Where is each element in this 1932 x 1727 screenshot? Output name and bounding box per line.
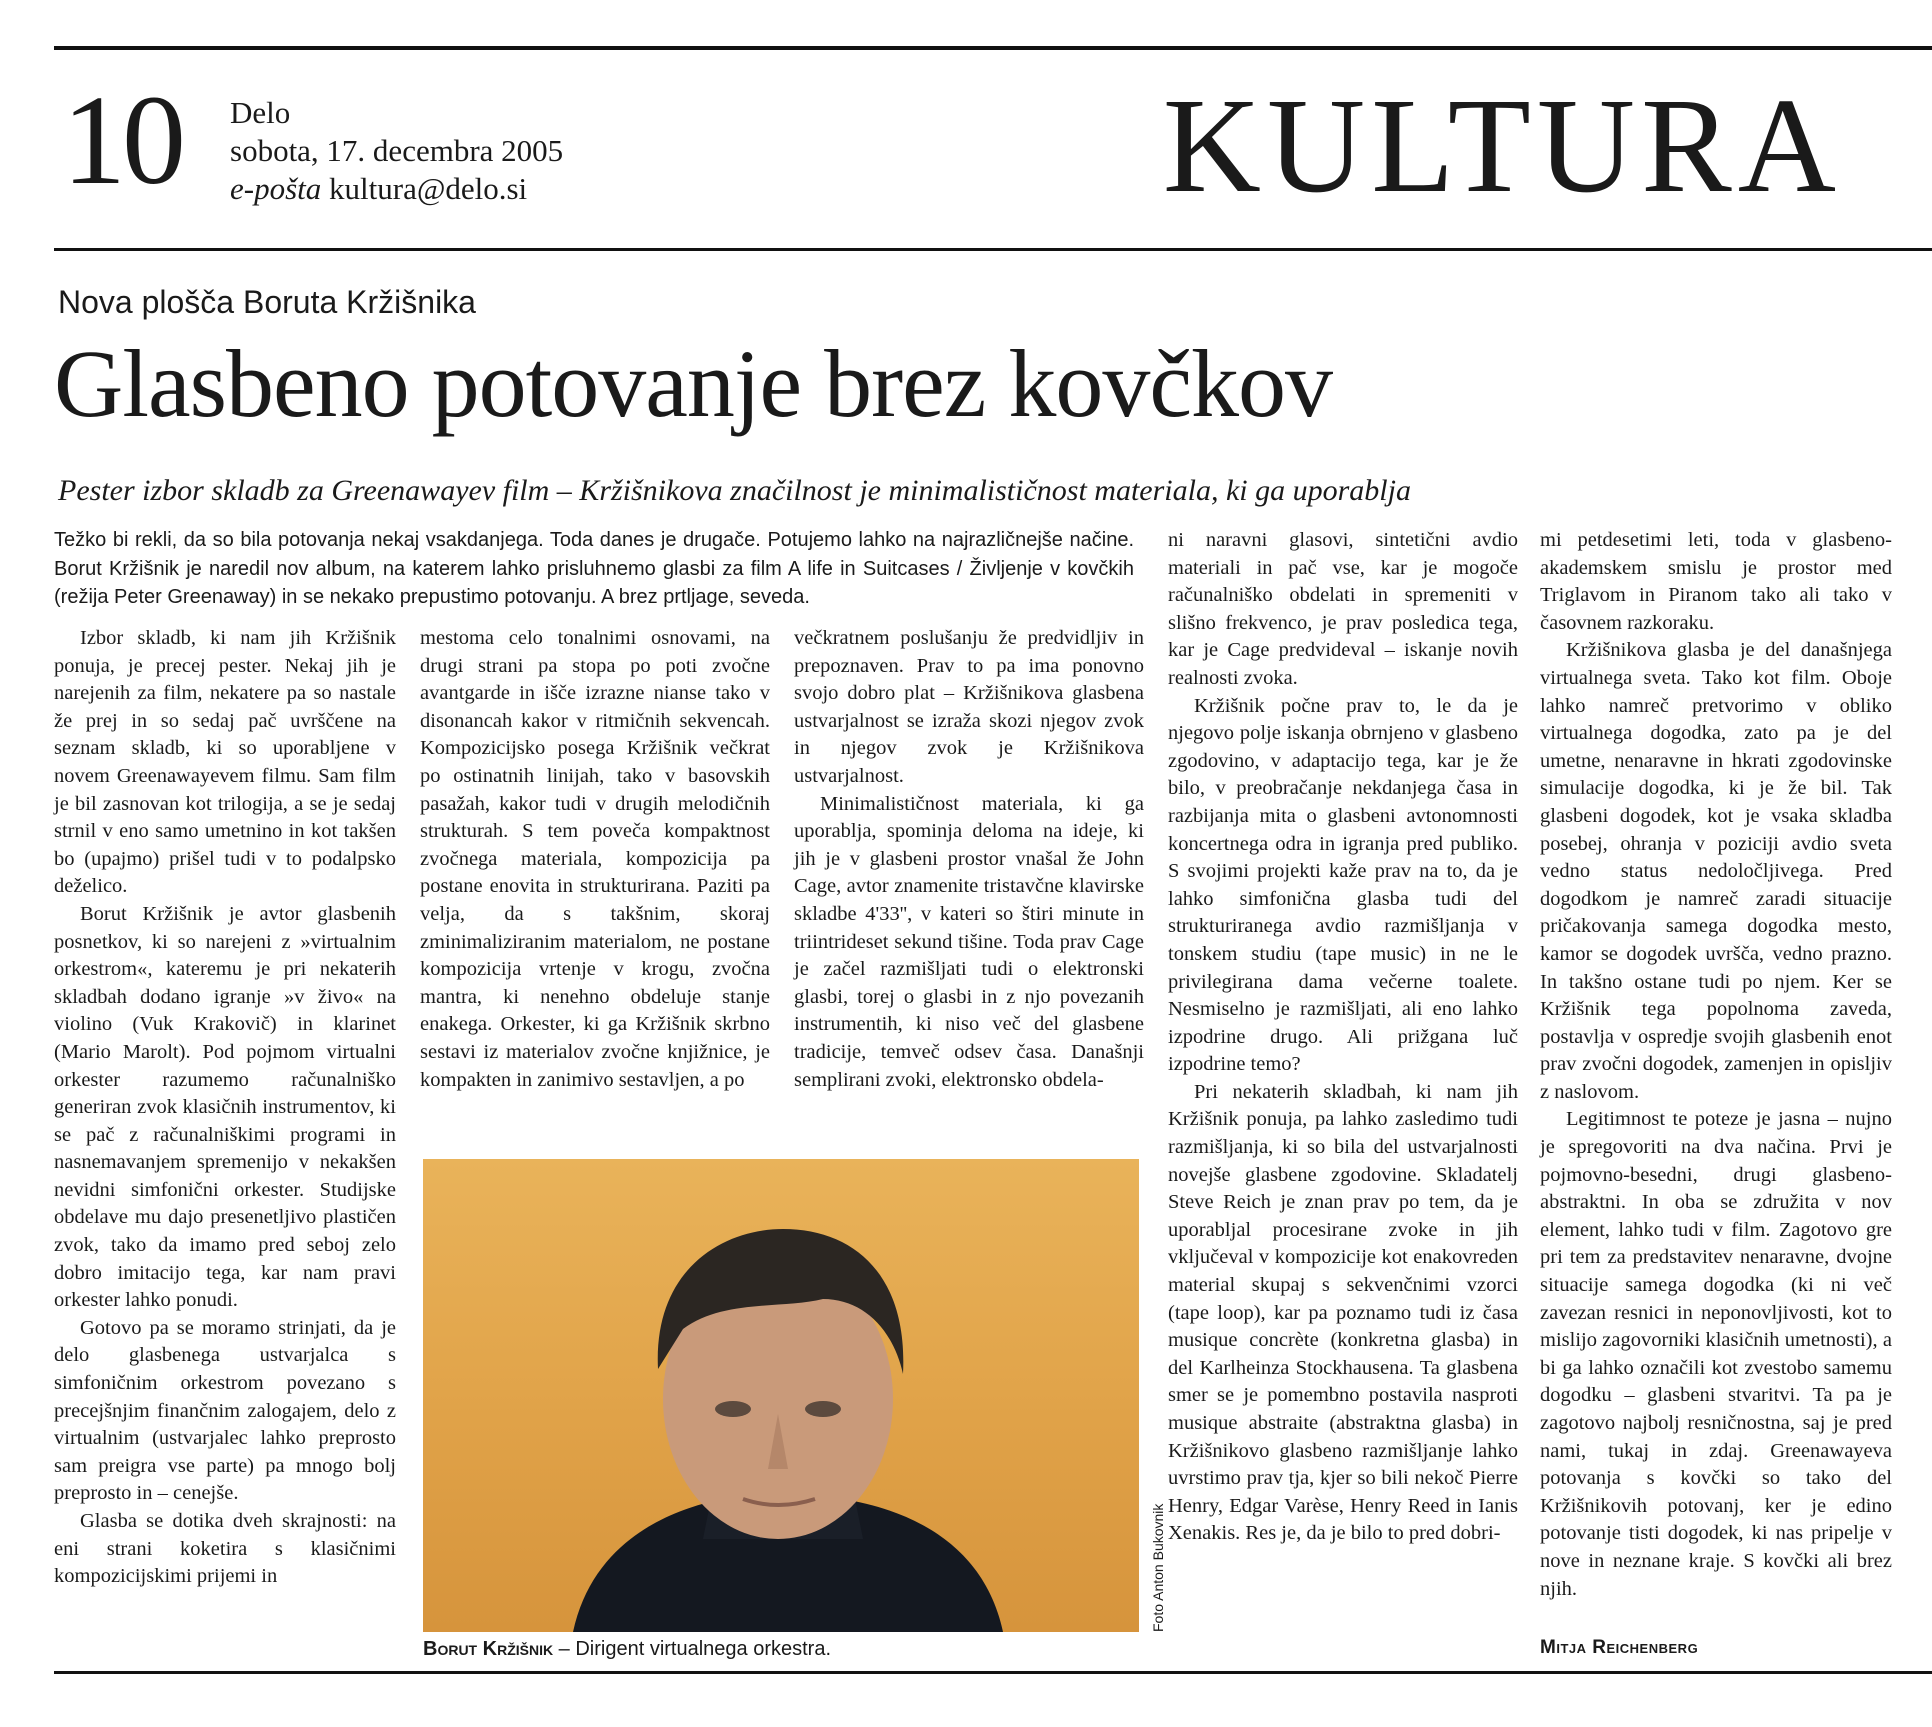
paragraph: večkratnem poslušanju že predvidljiv in prepoznaven. Prav to pa ima ponovno svojo dobro plat – Kržišnikova glasbena ustvarjalnost se izraža skozi njegov zvok in njegov zvok je Kržišnikova ustvarjalnost.	[794, 627, 1144, 787]
column-2	[420, 625, 770, 1145]
column-1	[54, 625, 396, 1655]
paper-name: Delo	[230, 95, 291, 130]
portrait-photo	[423, 1159, 1139, 1632]
portrait-illustration	[423, 1159, 1139, 1632]
subheadline: Pester izbor skladb za Greenawayev film – Kržišnikova značilnost je minimalističnost materiala, ki ga uporablja	[58, 474, 1411, 507]
column-5	[1540, 527, 1892, 1655]
email-label: e-pošta	[230, 171, 322, 206]
paragraph: Borut Kržišnik je avtor glasbenih posnetkov, ki so narejeni z »virtualnim orkestrom«, kateremu je pri nekaterih skladbah dodano igranje »v živo« na violino (Vuk Krakovič) in klarinet (Mario Marolt). Pod pojmom virtualni orkester razumemo računalniško generiran zvok klasičnih instrumentov, ki se pač z računalniškimi programi in nasnemavanjem spremenijo v nekakšen nevidni simfonični orkester. Studijske obdelave mu dajo presenetljivo plastičen zvok, tako da imamo pred seboj zelo dobro imitacijo tega, kar nam pravi orkester lahko ponudi.	[54, 902, 396, 1312]
paragraph: Minimalističnost materiala, ki ga uporablja, spominja deloma na ideje, ki jih je v glasbeni prostor vnašal že John Cage, avtor znamenite tristavčne klavirske skladbe 4'33'', v kateri so štiri minute in triintrideset sekund tišine. Toda prav Cage je začel razmišljati tudi o elektronski glasbi, torej o glasbi in z njo povezanih instrumentih, ki niso več del glasbene tradicije, temveč odsev časa. Današnji semplirani zvoki, elektronsko obdela-	[794, 792, 1144, 1091]
paragraph: mestoma celo tonalnimi osnovami, na drugi strani pa stopa po poti zvočne avantgarde in išče izrazne nianse tako v disonancah kakor v ritmičnih sekvencah. Kompozicijsko posega Kržišnik večkrat po ostinatnih linijah, tako v basovskih pasažah, kakor tudi v drugih melodičnih strukturah. S tem poveča kompaktnost zvočnega materiala, kompozicija pa postane enovita in strukturirana. Paziti pa velja, da s takšnim, skoraj zminimaliziranim materialom, ne postane kompozicija vrtenje v krogu, zvočna mantra, ki nenehno obdeluje stanje enakega. Orkester, ki ga Kržišnik skrbno sestavi iz materialov zvočne knjižnice, je kompakten in zanimivo sestavljen, a po	[420, 627, 770, 1091]
paragraph: mi petdesetimi leti, toda v glasbeno-akademskem smislu je prostor med Triglavom in Piranom tako ali tako v časovnem razkoraku.	[1540, 529, 1892, 634]
caption-text: – Dirigent virtualnega orkestra.	[553, 1638, 832, 1660]
headline: Glasbeno potovanje brez kovčkov	[54, 330, 1332, 437]
section-title: KULTURA	[1162, 71, 1842, 221]
page-number: 10	[62, 69, 182, 211]
issue-date: sobota, 17. decembra 2005	[230, 133, 564, 168]
masthead-meta	[230, 94, 563, 208]
paragraph: Kržišnik počne prav to, le da je njegovo polje iskanja obrnjeno v glasbeno zgodovino, v adaptacijo tega, kar je že bilo, v preobračanje nekdanjega časa in razbijanja mita o glasbeni avtonomnosti koncertnega odra in igranja pred publiko. S svojimi projekti kaže prav na to, da je lahko simfonična glasba tudi del strukturiranega avdio razmišljanja v tonskem studiu (tape music) in ne le privilegirana dama večerne toalete. Nesmiselno je razmišljati, ali eno lahko izpodrine drugo. Ali prižgana luč izpodrine temo?	[1168, 694, 1518, 1076]
paragraph: Kržišnikova glasba je del današnjega virtualnega sveta. Tako kot film. Oboje lahko namreč pretvorimo v obliko virtualnega dogodka, zato pa je del umetne, nenaravne in hkrati zgodovinske simulacije dogodka, ki je že bil. Tak glasbeni dogodek, kot je vsaka skladba posebej, ohranja v poziciji avdio sveta vedno status nedoločljivega. Pred dogodkom je namreč zaradi situacije pričakovanja samega dogodka mesto, kamor se dogodek uvršča, vedno prazno. In takšno ostane tudi po njem. Ker se Kržišnik tega popolnoma zaveda, postavlja v ospredje svojih glasbenih enot prav zvočni dogodek, zamenjen in opisljiv z naslovom.	[1540, 639, 1892, 1103]
paragraph: ni naravni glasovi, sintetični avdio materiali in pač vse, kar je mogoče računalniško obdelati in spremeniti v slišno frekvenco, je prav posledica tega, kar je Cage predvideval – iskanje novih realnosti zvoka.	[1168, 529, 1518, 689]
paragraph: Pri nekaterih skladbah, ki nam jih Kržišnik ponuja, pa lahko zasledimo tudi razmišljanja, ki so bila del ustvarjalnosti novejše glasbene zgodovine. Skladatelj Steve Reich je znan prav po tem, da je uporabljal procesirane zvoke in jih vključeval v kompozicije kot enakovreden material skupaj s sekvenčnimi vzorci (tape loop), kar pa poznamo tudi iz časa musique concrète (konkretna glasba) in del Karlheinza Stockhausena. Ta glasbena smer se je pomembno postavila nasproti musique abstraite (abstraktna glasba) in Kržišnikovo glasbeno razmišljanje lahko uvrstimo prav tja, kjer so bili nekoč Pierre Henry, Edgar Varèse, Henry Reed in Ianis Xenakis. Res je, da je bilo to pred dobri-	[1168, 1080, 1518, 1545]
paragraph: Glasba se dotika dveh skrajnosti: na eni strani koketira s klasičnimi kompozicijskimi prijemi in	[54, 1510, 396, 1588]
photo-credit: Foto Anton Bukovnik	[1150, 1503, 1166, 1632]
email-line	[230, 170, 563, 208]
top-rule	[54, 46, 1932, 50]
bottom-rule	[54, 1671, 1932, 1674]
column-4	[1168, 527, 1518, 1655]
caption-name: Borut Kržišnik	[423, 1638, 554, 1660]
paragraph: Legitimnost te poteze je jasna – nujno je spregovoriti na dva načina. Prvi je pojmovno-besedni, drugi glasbeno-abstraktni. In oba se združita v nov element, lahko tudi v film. Zagotovo gre pri tem za predstavitev nenaravne, dvojne situacije samega dogodka (ki ni več zavezan resnici in neponovljivosti, kot to mislijo zagovorniki klasičnih umetnosti), a bi ga lahko označili kot zvestobo samemu dogodku – glasbeni stvaritvi. Ta pa je zagotovo najbolj resničnostna, saj je pred nami, tukaj in zdaj. Greenawayeva potovanja s kovčki so tako del Kržišnikovih potovanj, ker je edino potovanje tisti dogodek, ki nas pripelje v nove in neznane kraje. S kovčki ali brez njih.	[1540, 1108, 1892, 1600]
email-address[interactable]: kultura@delo.si	[329, 171, 528, 206]
photo-caption	[423, 1638, 831, 1661]
column-3	[794, 625, 1144, 1145]
kicker: Nova plošča Boruta Kržišnika	[58, 284, 476, 320]
header-rule	[54, 248, 1932, 251]
paragraph: Gotovo pa se moramo strinjati, da je delo glasbenega ustvarjalca s simfoničnim orkestrom povezano s precejšnjim finančnim zalogajem, delo z virtualnim (ustvarjalec lahko preprosto sam preigra vse parte) pa mnogo bolj preprosto in – cenejše.	[54, 1316, 396, 1505]
lead-paragraph: Težko bi rekli, da so bila potovanja nekaj vsakdanjega. Toda danes je drugače. Potujemo lahko na najrazličnejše načine. Borut Kržišnik je naredil nov album, na katerem lahko prisluhnemo glasbi za film A life in Suitcases / Življenje v kovčkih (režija Peter Greenaway) in se nekako prepustimo potovanju. A brez prtljage, seveda.	[54, 529, 1134, 608]
author-byline: Mitja Reichenberg	[1540, 1637, 1699, 1658]
paragraph: Izbor skladb, ki nam jih Kržišnik ponuja, je precej pester. Nekaj jih je narejenih za film, nekatere pa so nastale že prej in so sedaj pač uvrščene na seznam skladb, ki so uporabljene v novem Greenawayevem filmu. Sam film je bil zasnovan kot trilogija, a se je sedaj strnil v eno samo umetnino in kot takšen bo (upajmo) prišel tudi v to podalpsko deželico.	[54, 627, 396, 898]
